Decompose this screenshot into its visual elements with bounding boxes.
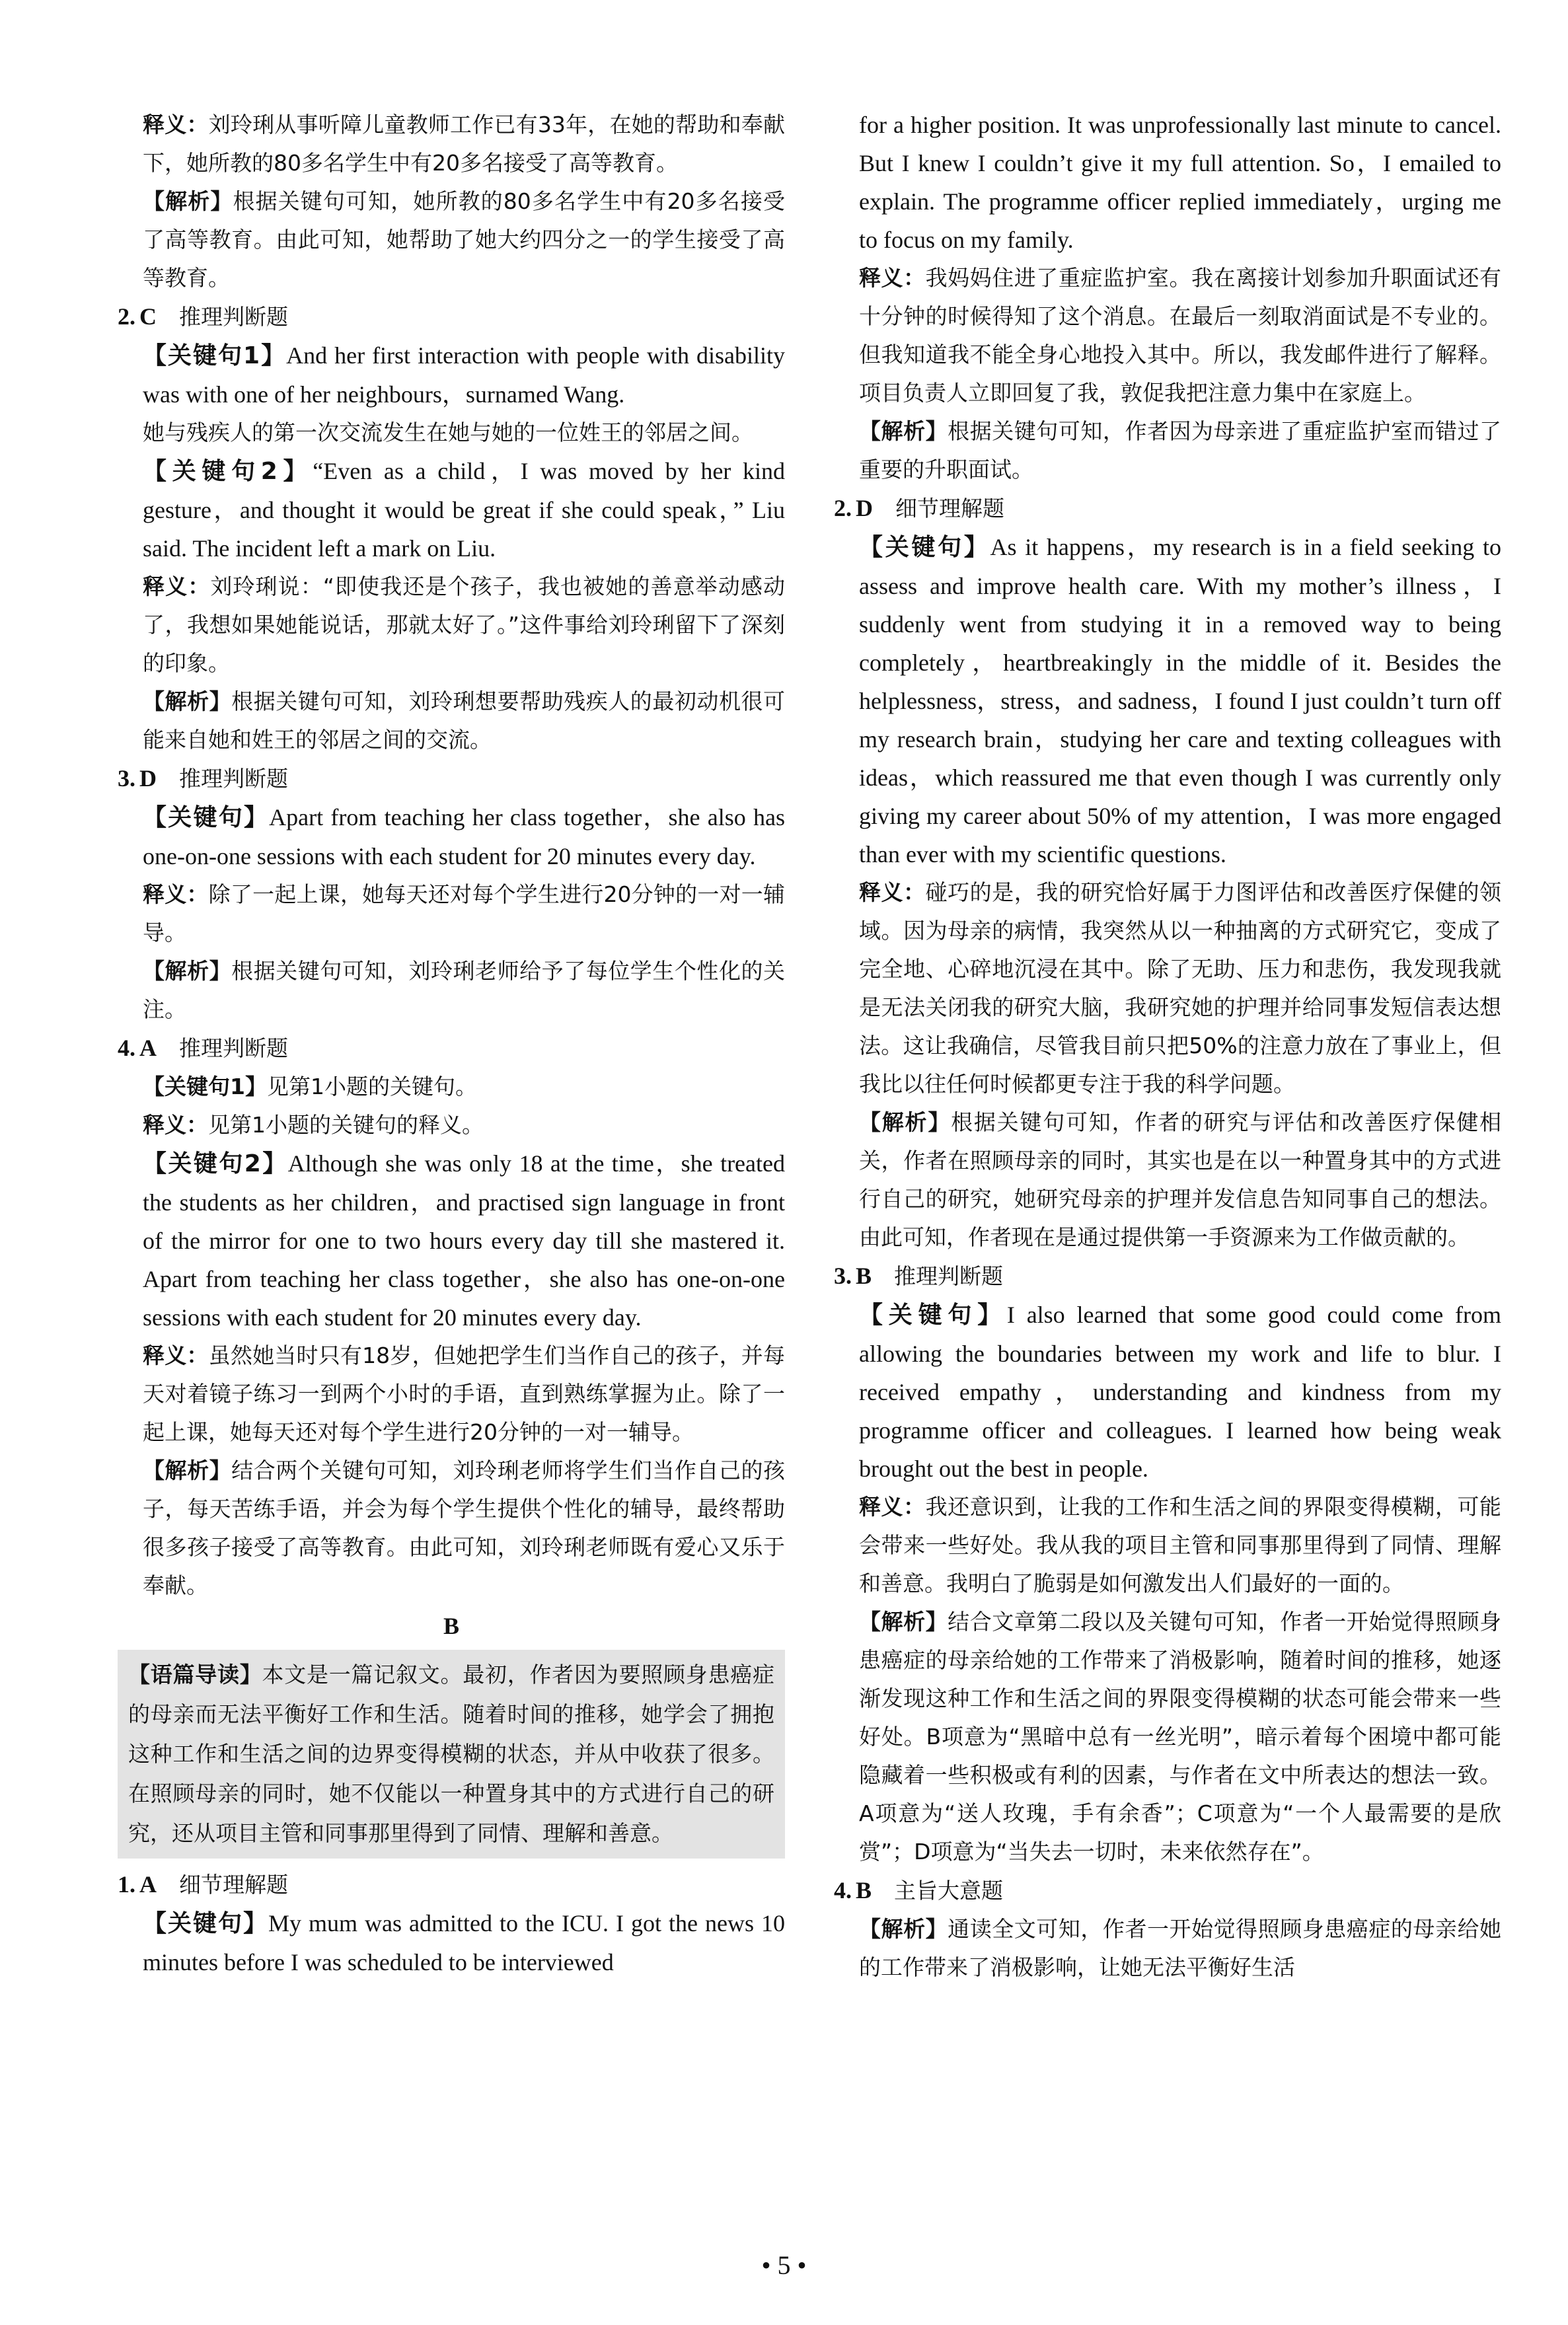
question-header: 3. B 推理判断题 — [834, 1263, 1004, 1289]
translation: 释义：我还意识到，让我的工作和生活之间的界限变得模糊，可能会带来一些好处。我从我的项目主管和同事那里得到了同情、理解和善意。我明白了脆弱是如何激发出人们最好的一面的。 — [859, 1494, 1502, 1596]
analysis: 【解析】结合文章第二段以及关键句可知，作者一开始觉得照顾身患癌症的母亲给她的工作带来了消极影响，随着时间的推移，她逐渐发现这种工作和生活之间的界限变得模糊的状态可能会带来一些好处。B项意为“黑暗中总有一丝光明”，暗示着每个困境中都可能隐藏着一些积极或有利的因素，与作者在文中所表达的想法一致。A项意为“送人玫瑰，手有余香”；C项意为“一个人最需要的是欣赏”；D项意为“当失去一切时，未来依然存在”。 — [859, 1609, 1502, 1864]
translation: 她与残疾人的第一次交流发生在她与她的一位姓王的邻居之间。 — [143, 420, 753, 445]
translation: 释义：见第1小题的关键句的释义。 — [143, 1112, 484, 1138]
key-sentence: 【关键句2】Although she was only 18 at the time，she treated the students as her children，and practised sign language in front of the mirror for one to two hours every day till she mastered it. Apart from teaching her class together，she also has one-on-one sessions with each student for 20 minutes every day. — [143, 1150, 785, 1331]
key-sentence: 【关键句1】And her first interaction with people with disability was with one of her neighbours，surnamed Wang. — [143, 342, 785, 408]
question-header: 2. C 推理判断题 — [118, 303, 288, 330]
key-sentence: 【关键句1】见第1小题的关键句。 — [143, 1074, 477, 1099]
analysis: 【解析】根据关键句可知，刘玲琍想要帮助残疾人的最初动机很可能来自她和姓王的邻居之间的交流。 — [143, 688, 786, 753]
key-sentence: 【关键句】I also learned that some good could come from allowing the boundaries between my work and life to blur. I received empathy，understanding and kindness from my programme officer and colleagues. I learned how being weak brought out the best in people. — [859, 1302, 1501, 1482]
key-sentence: 【关键句】My mum was admitted to the ICU. I got the news 10 minutes before I was scheduled to be interviewed — [143, 1910, 785, 1975]
analysis: 【解析】根据关键句可知，作者因为母亲进了重症监护室而错过了重要的升职面试。 — [859, 418, 1502, 482]
analysis: 【解析】根据关键句可知，作者的研究与评估和改善医疗保健相关，作者在照顾母亲的同时，其实也是在以一种置身其中的方式进行自己的研究，她研究母亲的护理并发信息告知同事自己的想法。由此可知，作者现在是通过提供第一手资源来为工作做贡献的。 — [859, 1109, 1502, 1250]
key-sentence: 【关键句】As it happens，my research is in a field seeking to assess and improve health care. With my mother’s illness，I suddenly went from studying it in a removed way to being completely，heartbreakingly in the middle of it. Besides the helplessness，stress，and sadness，I found I just couldn’t turn off my research brain，studying her care and texting colleagues with ideas，which reassured me that even though I was currently only giving my career about 50% of my attention，I was more engaged than ever with my scientific questions. — [859, 534, 1501, 867]
question-header: 4. B 主旨大意题 — [834, 1877, 1004, 1903]
translation: 释义：虽然她当时只有18岁，但她把学生们当作自己的孩子，并每天对着镜子练习一到两个小时的手语，直到熟练掌握为止。除了一起上课，她每天还对每个学生进行20分钟的一对一辅导。 — [143, 1343, 786, 1445]
translation: 释义：刘玲琍说：“即使我还是个孩子，我也被她的善意举动感动了，我想如果她能说话，那就太好了。”这件事给刘玲琍留下了深刻的印象。 — [143, 573, 785, 676]
section-title: B — [443, 1613, 459, 1639]
question-header: 2. D 细节理解题 — [834, 495, 1004, 521]
analysis: 【解析】通读全文可知，作者一开始觉得照顾身患癌症的母亲给她的工作带来了消极影响，让她无法平衡好生活 — [859, 1916, 1502, 1980]
key-sentence: 【关键句】Apart from teaching her class together，she also has one-on-one sessions with each student for 20 minutes every day. — [143, 804, 785, 869]
analysis: 【解析】根据关键句可知，刘玲琍老师给予了每位学生个性化的关注。 — [143, 958, 786, 1022]
question-header: 1. A 细节理解题 — [118, 1871, 288, 1898]
question-header: 3. D 推理判断题 — [118, 765, 288, 792]
intro-analysis: 【解析】根据关键句可知，她所教的80多名学生中有20多名接受了高等教育。由此可知，她帮助了她大约四分之一的学生接受了高等教育。 — [143, 188, 786, 291]
page-number: • 5 • — [761, 2250, 807, 2280]
reading-guide: 【语篇导读】本文是一篇记叙文。最初，作者因为要照顾身患癌症的母亲而无法平衡好工作和生活。随着时间的推移，她学会了拥抱这种工作和生活之间的边界变得模糊的状态，并从中收获了很多。在照顾母亲的同时，她不仅能以一种置身其中的方式进行自己的研究，还从项目主管和同事那里得到了同情、理解和善意。 — [118, 1650, 785, 1859]
question-header: 4. A 推理判断题 — [118, 1035, 288, 1061]
analysis: 【解析】结合两个关键句可知，刘玲琍老师将学生们当作自己的孩子，每天苦练手语，并会为每个学生提供个性化的辅导，最终帮助很多孩子接受了高等教育。由此可知，刘玲琍老师既有爱心又乐于奉献。 — [143, 1458, 786, 1598]
key-sentence: 【关键句2】“Even as a child，I was moved by her kind gesture，and thought it would be great if she could speak，” Liu said. The incident left a mark on Liu. — [143, 458, 785, 562]
intro-translation: 释义：刘玲琍从事听障儿童教师工作已有33年，在她的帮助和奉献下，她所教的80多名学生中有20多名接受了高等教育。 — [143, 112, 786, 176]
key-sentence-continued: for a higher position. It was unprofessionally last minute to cancel. But I knew I couldn’t give it my full attention. So，I emailed to explain. The programme officer replied immediately，urging me to focus on my family. — [859, 112, 1501, 253]
translation: 释义：碰巧的是，我的研究恰好属于力图评估和改善医疗保健的领域。因为母亲的病情，我突然从以一种抽离的方式研究它，变成了完全地、心碎地沉浸在其中。除了无助、压力和悲伤，我发现我就是无法关闭我的研究大脑，我研究她的护理并给同事发短信表达想法。这让我确信，尽管我目前只把50%的注意力放在了事业上，但我比以往任何时候都更专注于我的科学问题。 — [859, 879, 1502, 1097]
translation: 释义：除了一起上课，她每天还对每个学生进行20分钟的一对一辅导。 — [143, 881, 786, 945]
translation: 释义：我妈妈住进了重症监护室。我在离接计划参加升职面试还有十分钟的时候得知了这个消息。在最后一刻取消面试是不专业的。但我知道我不能全身心地投入其中。所以，我发邮件进行了解释。项目负责人立即回复了我，敦促我把注意力集中在家庭上。 — [859, 265, 1502, 406]
left-column — [118, 106, 785, 1981]
right-column — [834, 106, 1501, 1987]
